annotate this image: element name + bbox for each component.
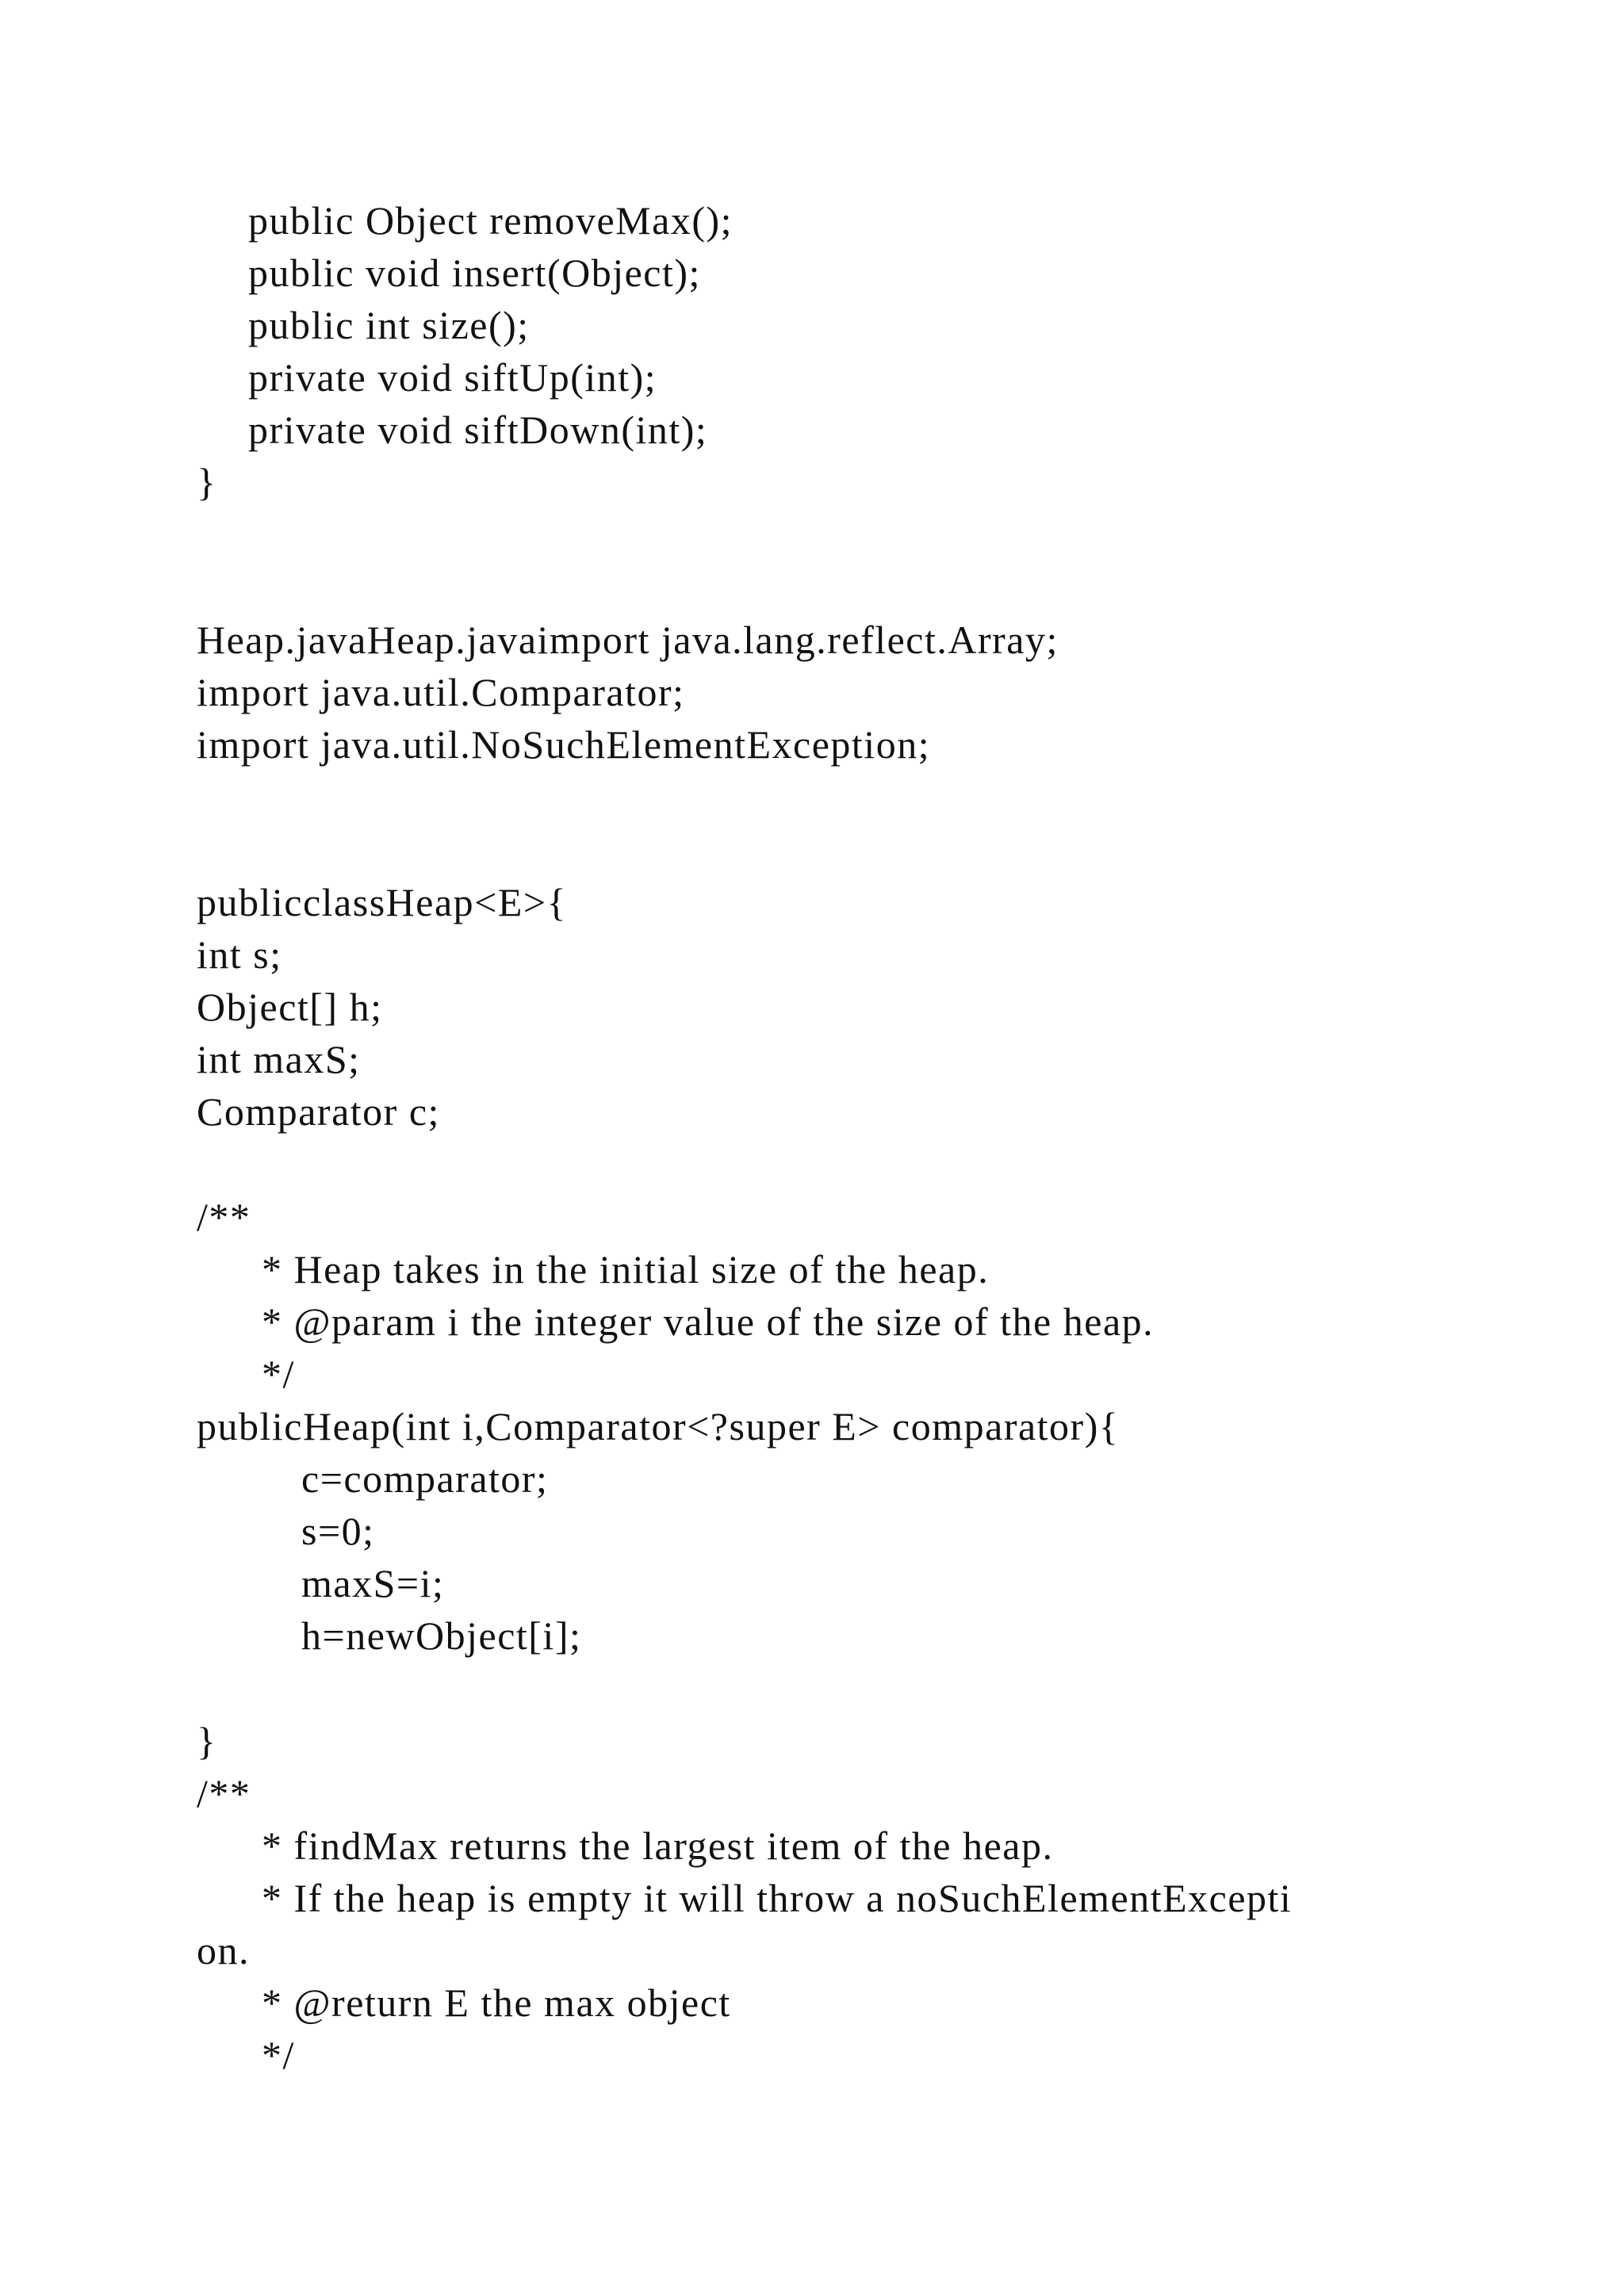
code-line: s=0; <box>301 1509 375 1553</box>
code-line: int s; <box>197 932 282 977</box>
code-line: Heap.javaHeap.javaimport java.lang.reflect.Array; <box>197 618 1059 662</box>
code-line: } <box>197 460 217 504</box>
code-line: maxS=i; <box>301 1561 445 1605</box>
code-line: /** <box>197 1195 251 1239</box>
code-line: publicHeap(int i,Comparator<?super E> comparator){ <box>197 1404 1120 1448</box>
code-line: * @return E the max object <box>262 1980 731 2025</box>
code-line: publicclassHeap<E>{ <box>197 880 568 924</box>
code-line: import java.util.Comparator; <box>197 670 685 714</box>
code-line: * If the heap is empty it will throw a noSuchElementExcepti <box>262 1876 1293 1920</box>
code-line: int maxS; <box>197 1037 361 1081</box>
code-line: Comparator c; <box>197 1089 440 1134</box>
code-line: */ <box>262 2033 295 2077</box>
code-line: public int size(); <box>248 303 530 347</box>
code-line: private void siftDown(int); <box>248 408 708 452</box>
code-line: Object[] h; <box>197 985 383 1029</box>
code-line: on. <box>197 1928 250 1973</box>
code-line: h=newObject[i]; <box>301 1613 582 1658</box>
code-line: */ <box>262 1352 295 1396</box>
code-line: * Heap takes in the initial size of the heap. <box>262 1247 990 1292</box>
code-line: * findMax returns the largest item of the heap. <box>262 1823 1054 1868</box>
code-line: /** <box>197 1771 251 1816</box>
code-line: c=comparator; <box>301 1456 549 1501</box>
code-line: public Object removeMax(); <box>248 198 733 243</box>
code-line: import java.util.NoSuchElementException; <box>197 722 931 767</box>
code-line: public void insert(Object); <box>248 251 701 295</box>
code-line: * @param i the integer value of the size of the heap. <box>262 1299 1155 1344</box>
code-line: private void siftUp(int); <box>248 355 657 400</box>
code-line: } <box>197 1719 217 1763</box>
